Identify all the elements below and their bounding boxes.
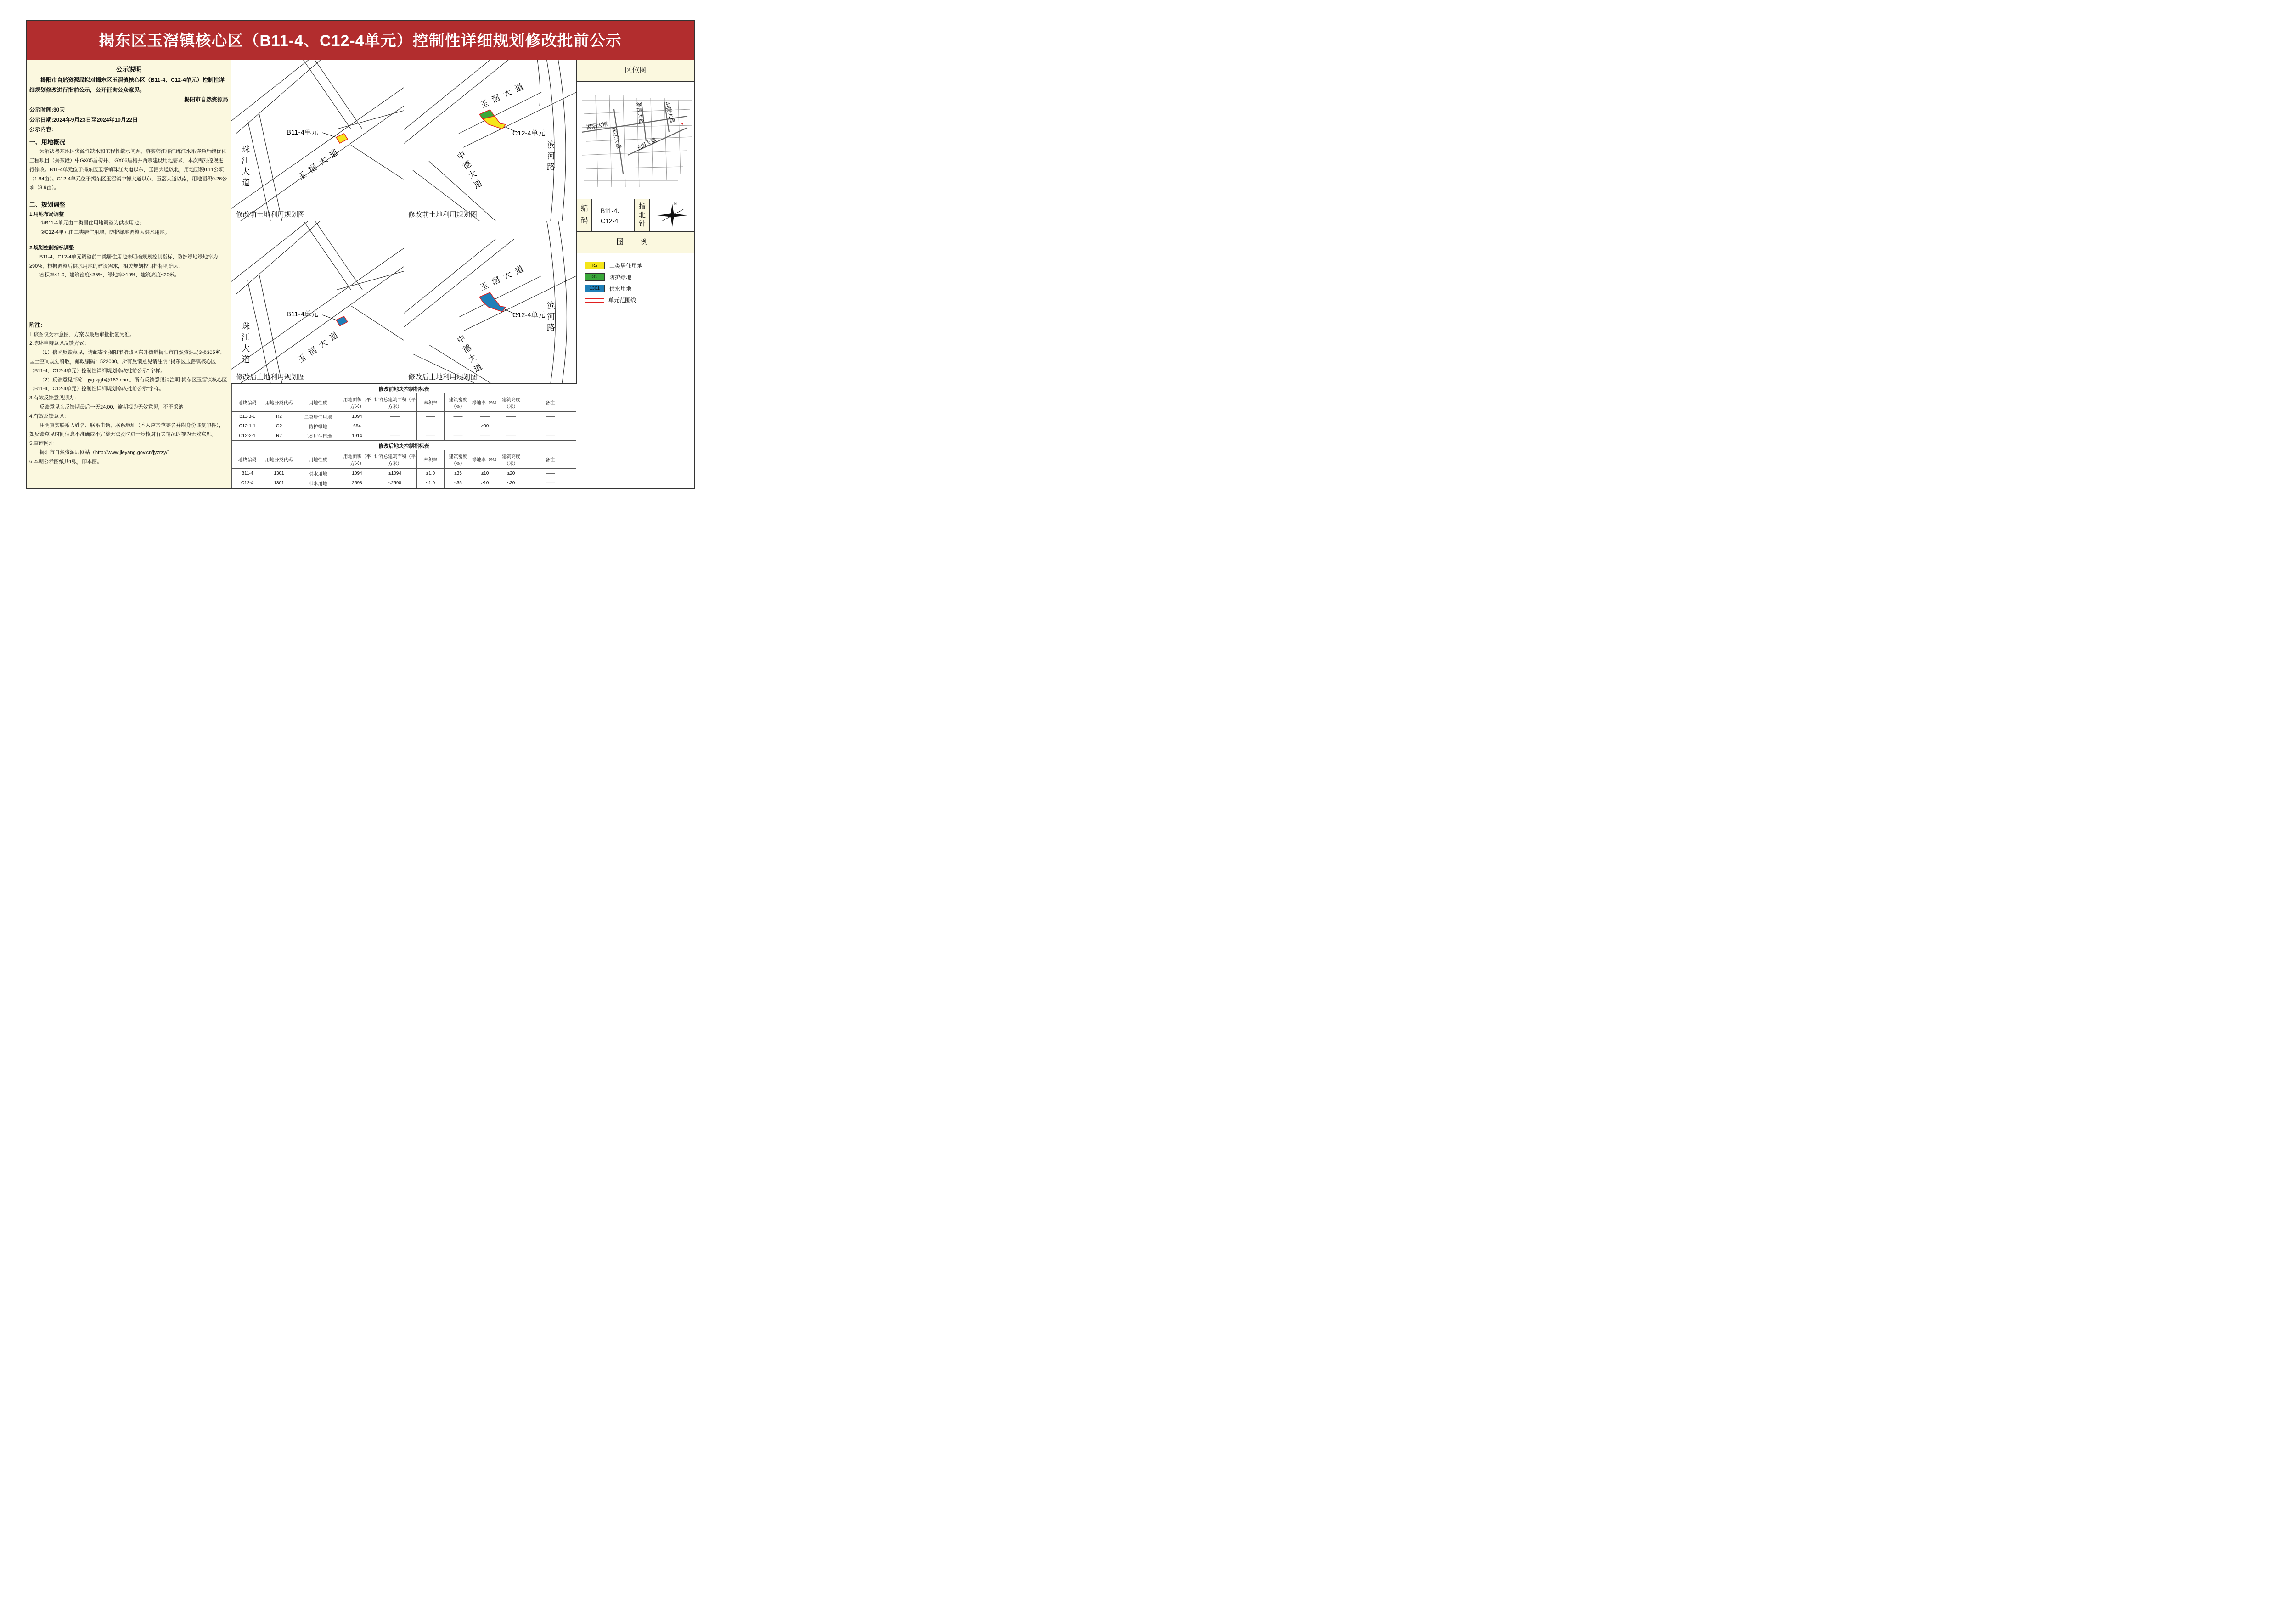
- before-table-row: [232, 421, 576, 431]
- before-table-cell: R2: [263, 431, 295, 441]
- before-table-cell: ——: [524, 421, 576, 431]
- page-title: 揭东区玉滘镇核心区（B11-4、C12-4单元）控制性详细规划修改批前公示: [27, 21, 694, 60]
- legend-label-r2: 二类居住用地: [609, 263, 643, 269]
- right-panel: [577, 60, 694, 488]
- before-header: 绿地率（%）: [472, 393, 498, 412]
- code-value-1: B11-4、: [601, 207, 624, 214]
- before-table-cell: C12-1-1: [232, 421, 263, 431]
- loc-road-3: 中德大道: [663, 101, 676, 124]
- after-table-cell: ≤20: [498, 478, 524, 488]
- note-2b: （2）反馈意见邮箱：jygtkjgh@163.com。所有反馈意见请注明“揭东区玉滘镇核心区（B11-4、C12-4单元）控制性详细规划修改批前公示”字样。: [29, 377, 227, 392]
- section-2-2: 2.规划控制指标调整: [29, 245, 74, 251]
- after-header: 用地面积（平方米）: [341, 450, 373, 469]
- road-binhe: 滨河路: [546, 140, 555, 174]
- b11-label: B11-4单元: [287, 310, 318, 318]
- after-table-cell: 1094: [341, 469, 373, 478]
- before-header: 容积率: [417, 393, 445, 412]
- road-yujiao: 玉滘大道: [478, 262, 529, 292]
- notice-panel: [27, 60, 231, 488]
- before-table-cell: ——: [498, 412, 524, 421]
- before-table-cell: 二类居住用地: [295, 412, 341, 421]
- legend-swatch-g2: G2: [585, 273, 605, 281]
- legend-label-boundary: 单元范围线: [608, 297, 636, 303]
- before-header: 用地分类代码: [263, 393, 295, 412]
- note-5: 5.查询网址: [29, 441, 54, 447]
- after-table-cell: 供水用地: [295, 478, 341, 488]
- before-table-title: 修改前地块控制指标表: [232, 384, 576, 393]
- after-table-cell: 1301: [263, 478, 295, 488]
- after-table-row: [232, 478, 576, 488]
- before-table-cell: ——: [472, 412, 498, 421]
- before-table-cell: G2: [263, 421, 295, 431]
- notice-content-label: 公示内容:: [29, 126, 53, 133]
- section-2-1a: ①B11-4单元由二类居住用地调整为供水用地；: [40, 220, 144, 226]
- note-4a: 注明真实联系人姓名、联系电话、联系地址（本人应亲笔签名并附身份证复印件），如反馈意见时间信息不准确或不完整无法及时进一步核对有关情况的视为无效意见。: [29, 422, 224, 438]
- compass-icon: [650, 199, 694, 231]
- location-marker: [681, 123, 683, 125]
- map-after-b11-drawing: [231, 221, 404, 383]
- note-1: 1.该图仅为示意图，方案以最后审批批复为准。: [29, 331, 135, 337]
- before-table-row: [232, 431, 576, 441]
- before-table-cell: ——: [417, 431, 445, 441]
- after-table-row: [232, 469, 576, 478]
- note-3a: 反馈意见为反馈期最后一天24:00，逾期视为无效意见，不予采纳。: [39, 404, 189, 410]
- after-table-cell: ≤35: [445, 478, 472, 488]
- loc-road-1: 珠江大道: [610, 126, 623, 150]
- note-2: 2.陈述申辩意见反馈方式：: [29, 341, 90, 347]
- before-table-cell: ——: [445, 421, 472, 431]
- before-header: 备注: [524, 393, 576, 412]
- code-value: [592, 199, 635, 231]
- before-table-cell: ——: [373, 431, 417, 441]
- caption-before-b11: 修改前土地利用规划图: [236, 211, 305, 219]
- north-label: 指北针: [635, 199, 650, 231]
- notice-heading: 公示说明: [116, 66, 142, 73]
- b11-label: B11-4单元: [287, 129, 318, 136]
- legend-label-1301: 供水用地: [609, 286, 632, 292]
- legend-swatch-r2: R2: [585, 262, 605, 269]
- before-table-cell: ——: [498, 431, 524, 441]
- c12-label: C12-4单元: [512, 129, 545, 137]
- north-n: N: [674, 202, 677, 206]
- before-table-cell: 二类居住用地: [295, 431, 341, 441]
- notice-intro: 揭阳市自然资源局拟对揭东区玉滘镇核心区（B11-4、C12-4单元）控制性详细规划修改进行批前公示，公开征询公众意见。: [29, 77, 225, 93]
- before-table-cell: C12-2-1: [232, 431, 263, 441]
- c12-parcel-after: [479, 292, 506, 312]
- before-table-cell: ——: [417, 421, 445, 431]
- indicator-tables: [231, 383, 576, 488]
- legend-item-1301: [585, 283, 694, 294]
- after-table-cell: ——: [524, 469, 576, 478]
- note-2a: （1）信函反馈意见，请邮寄至揭阳市榕城区东升街道揭阳市自然资源局3楼305室，国土空间规划科收，邮政编码：522000。所有反馈意见请注明 “揭东区玉滘镇核心区（B11-4、C12-4单元）控制性详细规划修改批前公示” 字样。: [29, 350, 225, 374]
- c12-residential-before: [483, 116, 506, 129]
- before-table-cell: ——: [524, 412, 576, 421]
- after-table-cell: ——: [524, 478, 576, 488]
- road-zhongde: 中德大道: [455, 150, 485, 193]
- map-after-b11: [231, 221, 404, 384]
- before-header: 地块编码: [232, 393, 263, 412]
- legend-heading: 图 例: [577, 232, 694, 253]
- map-after-c12-drawing: [404, 221, 576, 383]
- road-zhujiang: 珠江大道: [241, 322, 250, 366]
- after-header: 计容总建筑面积（平方米）: [373, 450, 417, 469]
- before-table-cell: R2: [263, 412, 295, 421]
- before-table-cell: 防护绿地: [295, 421, 341, 431]
- before-table-cell: 1094: [341, 412, 373, 421]
- after-header: 容积率: [417, 450, 445, 469]
- poster-frame: [26, 20, 695, 489]
- before-table-cell: ——: [524, 431, 576, 441]
- caption-before-c12: 修改前土地利用规划图: [408, 211, 478, 219]
- c12-label: C12-4单元: [512, 311, 545, 319]
- before-table-cell: ——: [373, 412, 417, 421]
- before-table-cell: B11-3-1: [232, 412, 263, 421]
- note-4: 4.有效反馈意见：: [29, 413, 69, 419]
- road-yujiao: 玉滘大道: [478, 80, 529, 110]
- road-binhe: 滨河路: [546, 301, 555, 334]
- map-before-c12: [404, 60, 577, 221]
- caption-after-c12: 修改后土地利用规划图: [408, 373, 478, 381]
- after-table-cell: ≤2598: [373, 478, 417, 488]
- after-table-cell: B11-4: [232, 469, 263, 478]
- map-after-c12: [404, 221, 577, 384]
- section-1-text: 为解决粤东地区资源性缺水和工程性缺水问题，落实韩江榕江练江水系连通后续优化工程项目（揭东段）中GX05盾构井、 GX06盾构井两宗建设用地需求，本次需对控规进行修改。B11-4单元位于揭东区玉滘镇珠江大道以东，玉滘大道以北，用地面积0.11公顷（1.64亩）。C12-4单元位于揭东区玉滘镇中德大道以东，玉滘大道以南，用地面积0.26公顷（3.9亩）。: [29, 149, 227, 191]
- note-3: 3.有效反馈意见期为：: [29, 395, 79, 401]
- loc-road-2: 莱茵大道: [635, 101, 645, 124]
- legend: [577, 253, 694, 306]
- road-zhujiang: 珠江大道: [241, 145, 250, 189]
- location-map: [577, 82, 694, 199]
- before-header: 建筑高度（米）: [498, 393, 524, 412]
- section-2-2b: 容积率≤1.0，建筑密度≤35%，绿地率≥10%，建筑高度≤20米。: [39, 272, 180, 278]
- after-table-cell: 1301: [263, 469, 295, 478]
- before-table-cell: ——: [417, 412, 445, 421]
- before-table-cell: ——: [373, 421, 417, 431]
- after-header: 建筑高度（米）: [498, 450, 524, 469]
- after-header: 绿地率（%）: [472, 450, 498, 469]
- note-5a: 揭阳市自然资源局网站（http://www.jieyang.gov.cn/jyzrzy/）: [39, 450, 173, 456]
- road-zhongde: 中德大道: [455, 333, 485, 376]
- location-map-drawing: [577, 82, 694, 199]
- after-table-cell: ≤1094: [373, 469, 417, 478]
- loc-road-0: 揭阳大道: [585, 120, 608, 131]
- notice-duration: 公示时间:30天: [29, 106, 65, 113]
- legend-item-r2: [585, 260, 694, 271]
- after-header: 用地分类代码: [263, 450, 295, 469]
- before-table-cell: ——: [445, 431, 472, 441]
- before-table-cell: 684: [341, 421, 373, 431]
- after-table: [231, 441, 576, 488]
- road-yujiao: 玉滘大道: [296, 145, 344, 182]
- legend-swatch-boundary: [585, 298, 604, 303]
- code-box: [577, 199, 694, 232]
- after-table-cell: ≥10: [472, 478, 498, 488]
- after-header: 地块编码: [232, 450, 263, 469]
- before-table-cell: ——: [445, 412, 472, 421]
- north-arrow: [650, 199, 694, 231]
- before-header: 建筑密度（%）: [445, 393, 472, 412]
- road-yujiao: 玉滘大道: [296, 327, 344, 365]
- notice-org: 揭阳市自然资源局: [184, 96, 228, 103]
- notice-dates: 公示日期:2024年9月23日至2024年10月22日: [29, 116, 138, 123]
- after-table-cell: C12-4: [232, 478, 263, 488]
- before-header: 计容总建筑面积（平方米）: [373, 393, 417, 412]
- notes-title: 附注:: [29, 322, 42, 329]
- section-1-title: 一、用地概况: [29, 138, 66, 146]
- legend-label-g2: 防护绿地: [609, 274, 632, 280]
- before-table-row: [232, 412, 576, 421]
- map-before-b11: [231, 60, 404, 221]
- before-table-cell: ≥90: [472, 421, 498, 431]
- b11-parcel-after: [336, 316, 348, 326]
- caption-after-b11: 修改后土地利用规划图: [236, 373, 305, 381]
- note-6: 6.本期公示图纸共1张，即本图。: [29, 459, 102, 465]
- after-table-cell: ≤1.0: [417, 478, 445, 488]
- section-2-1b: ②C12-4单元由二类居住用地、防护绿地调整为供水用地。: [40, 230, 170, 236]
- loc-road-4: 玉滘大道: [635, 136, 658, 152]
- after-table-cell: ≥10: [472, 469, 498, 478]
- after-table-cell: 2598: [341, 478, 373, 488]
- section-2-2a: B11-4、C12-4单元调整前二类居住用地未明确规划控制指标，防护绿地绿地率为≥90%，根据调整后供水用地的建设需求，相关规划控制指标明确为：: [29, 254, 218, 269]
- after-header: 建筑密度（%）: [445, 450, 472, 469]
- before-header: 用地面积（平方米）: [341, 393, 373, 412]
- after-table-cell: ≤20: [498, 469, 524, 478]
- location-heading: 区位图: [577, 60, 694, 82]
- before-table: [231, 384, 576, 441]
- legend-swatch-1301: 1301: [585, 285, 605, 292]
- after-table-title: 修改后地块控制指标表: [232, 441, 576, 450]
- map-before-b11-drawing: [231, 60, 404, 221]
- map-before-c12-drawing: [404, 60, 576, 221]
- after-table-cell: ≤35: [445, 469, 472, 478]
- legend-item-g2: [585, 271, 694, 283]
- code-value-2: C12-4: [601, 217, 619, 224]
- legend-item-boundary: [585, 294, 694, 306]
- section-2-1: 1.用地布局调整: [29, 211, 64, 217]
- b11-parcel-before: [336, 134, 348, 143]
- before-table-cell: ——: [498, 421, 524, 431]
- before-header: 用地性质: [295, 393, 341, 412]
- section-2-title: 二、规划调整: [29, 201, 66, 208]
- after-table-cell: 供水用地: [295, 469, 341, 478]
- after-header: 用地性质: [295, 450, 341, 469]
- before-table-cell: 1914: [341, 431, 373, 441]
- after-table-cell: ≤1.0: [417, 469, 445, 478]
- before-table-cell: ——: [472, 431, 498, 441]
- after-header: 备注: [524, 450, 576, 469]
- code-label: 编码: [577, 199, 592, 231]
